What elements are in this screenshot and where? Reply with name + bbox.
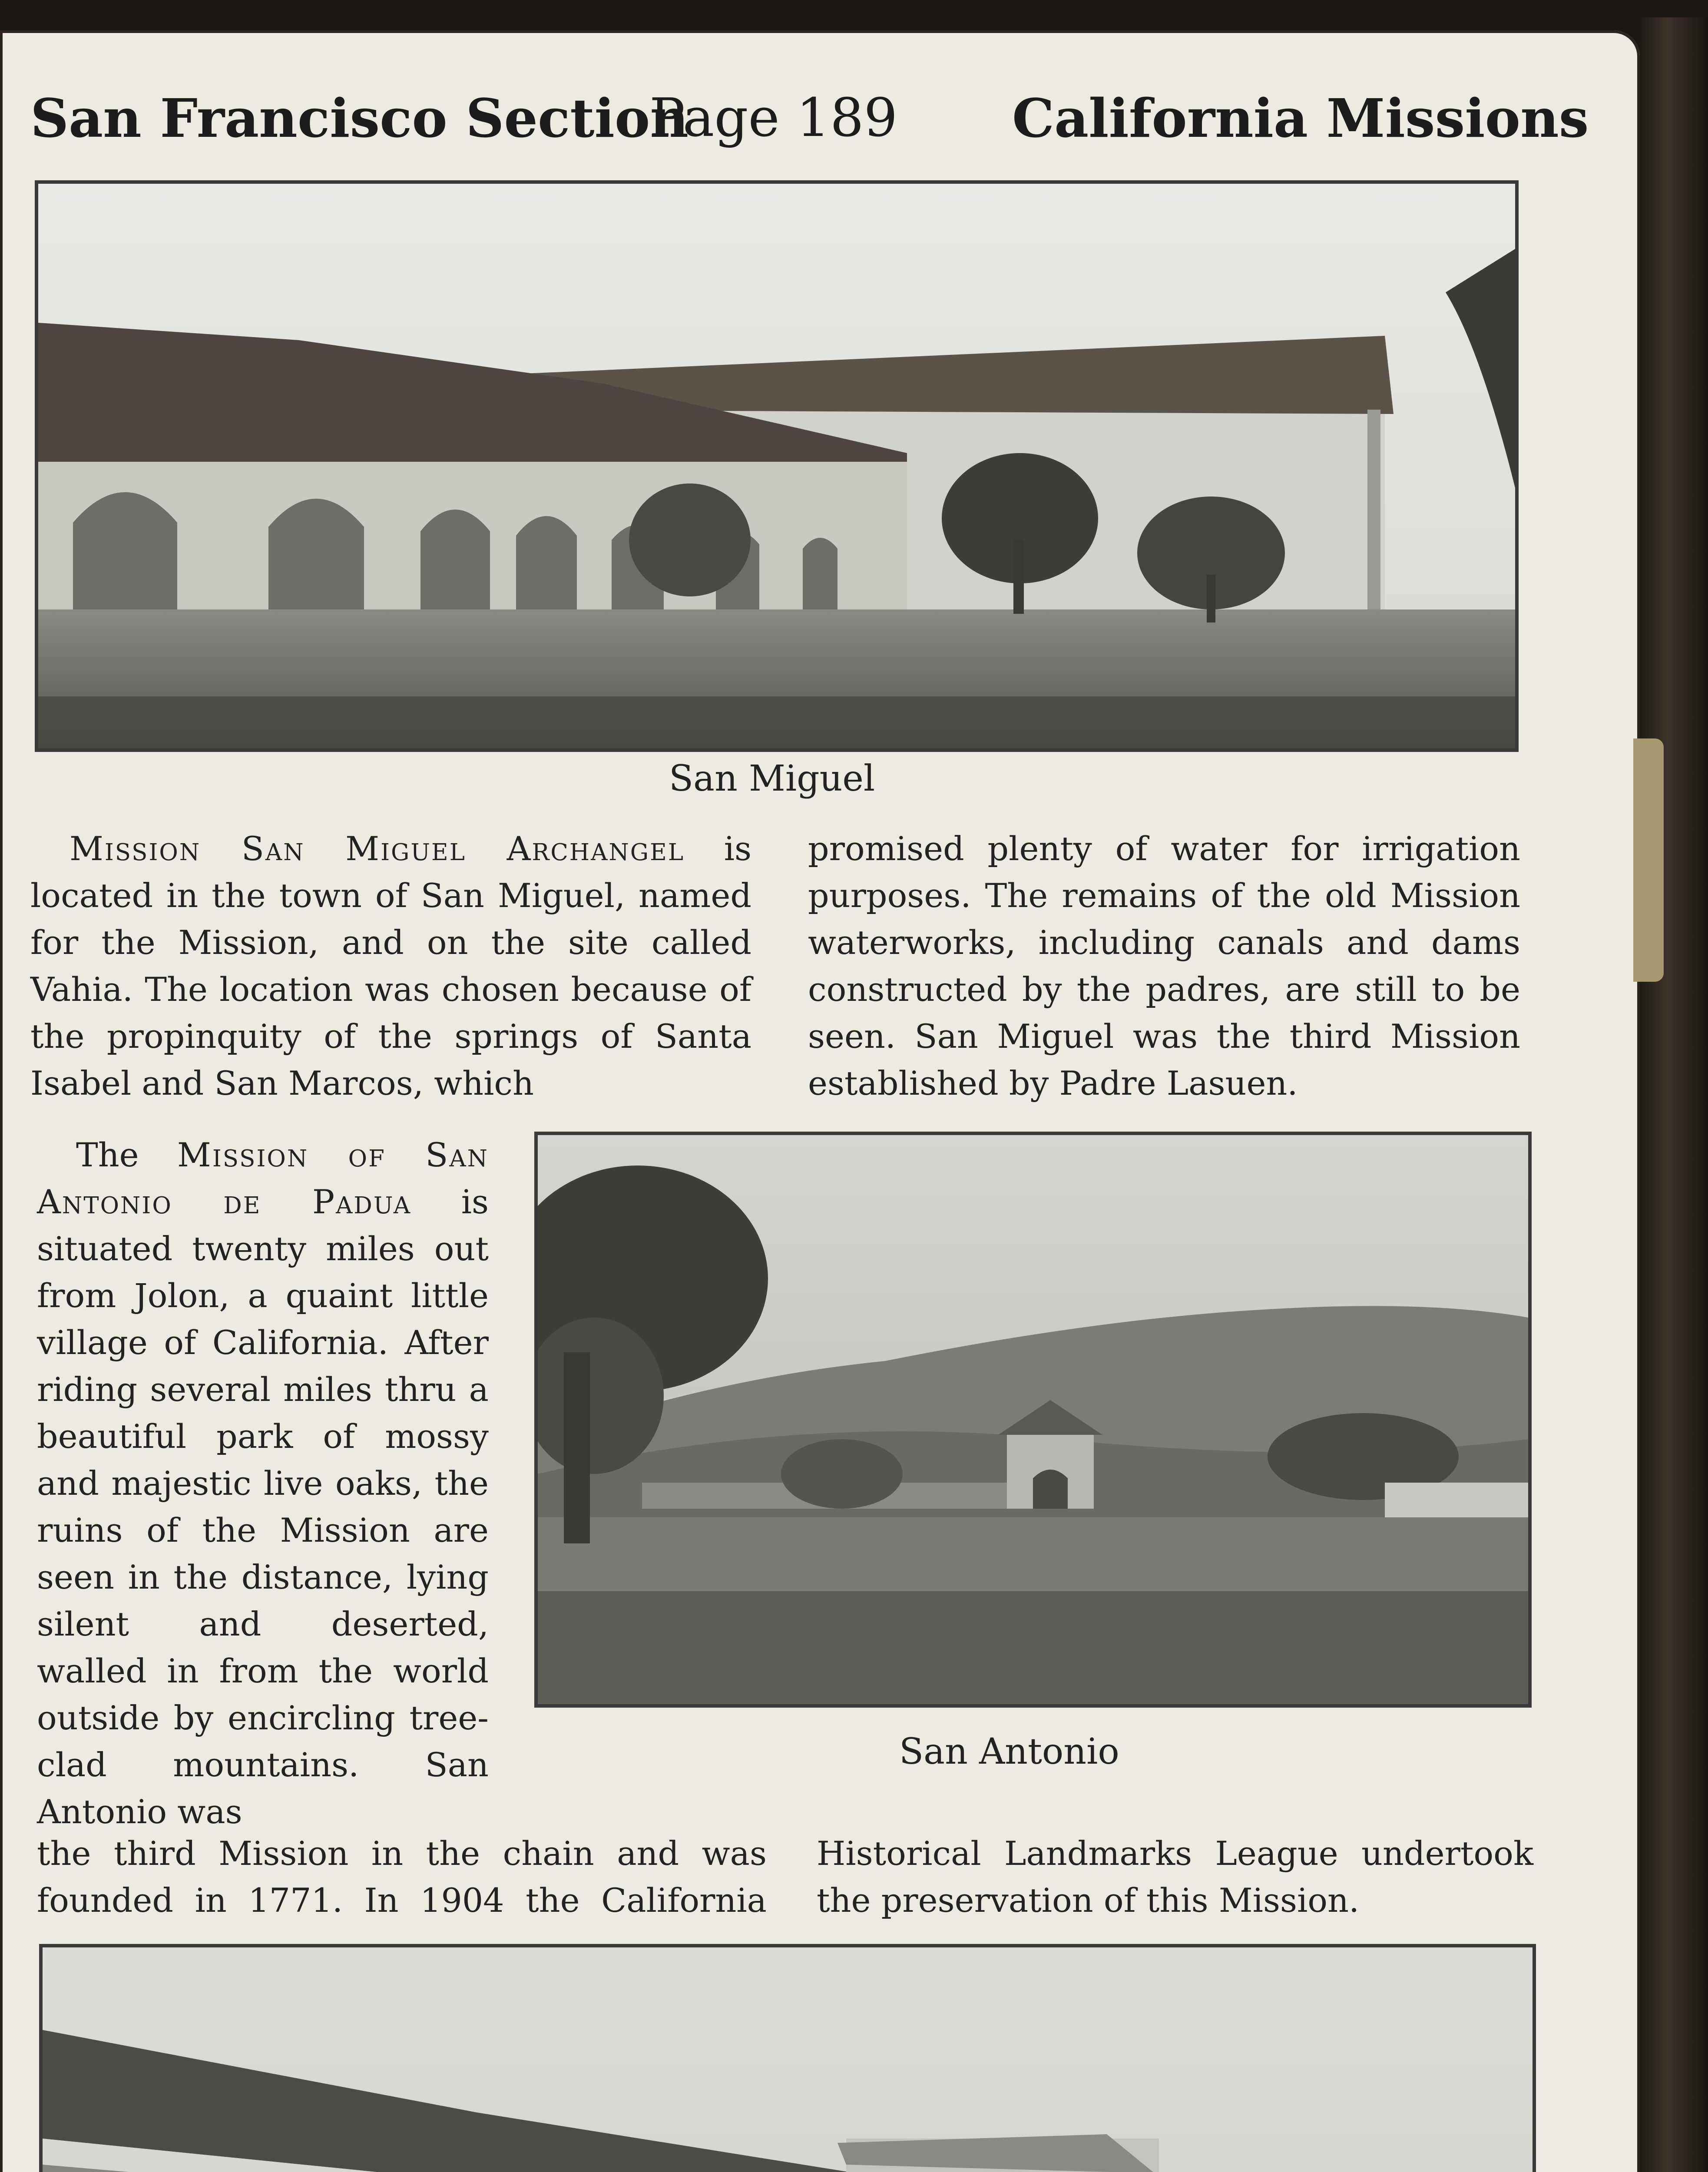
san-antonio-wide-lines: the third Mission in the chain and was founded in 1771. In 1904 the California [37, 1834, 767, 1920]
san-miguel-text-col2: promised plenty of water for irrigation purposes. The remains of the old Mission waterworks, including canals and dams constructed by the padres, are still to be seen. San Miguel was the third Mission established by Padre Lasuen. [808, 829, 1520, 1103]
mission-name: Mission San Miguel Archangel [70, 829, 685, 868]
page-number: Page 189 [649, 87, 898, 149]
book-title: California Missions [1012, 87, 1589, 149]
mission-name: Mission of San Antonio de Padua [37, 1136, 489, 1221]
page-tab [1633, 738, 1664, 982]
san-luis-obispo-photo [39, 1944, 1536, 2172]
book-spine [1640, 17, 1708, 2172]
san-miguel-photo [35, 180, 1519, 752]
san-antonio-photo [534, 1132, 1532, 1708]
san-miguel-text-col1: Mission San Miguel Archangel is located in the town of San Miguel, named for the Mission, and on the site called Vahia. The location was chosen because of the propinquity of the springs of Santa Isabel and San Marcos, which [30, 829, 751, 1103]
san-antonio-text-col1: The Mission of San Antonio de Padua is situated twenty miles out from Jolon, a quaint little village of California. After riding several miles thru a beautiful park of mossy and majestic live oaks, the ruins of the Mission are seen in the distance, lying silent and deserted, walled in from the world outside by encircling tree-clad mountains. San Antonio was [37, 1136, 489, 1831]
san-miguel-caption: San Miguel [669, 758, 875, 799]
section-heading: San Francisco Section [30, 87, 689, 149]
san-antonio-text-col2: Historical Landmarks League undertook the preservation of this Mission. [817, 1834, 1533, 1920]
san-antonio-caption: San Antonio [899, 1731, 1119, 1772]
